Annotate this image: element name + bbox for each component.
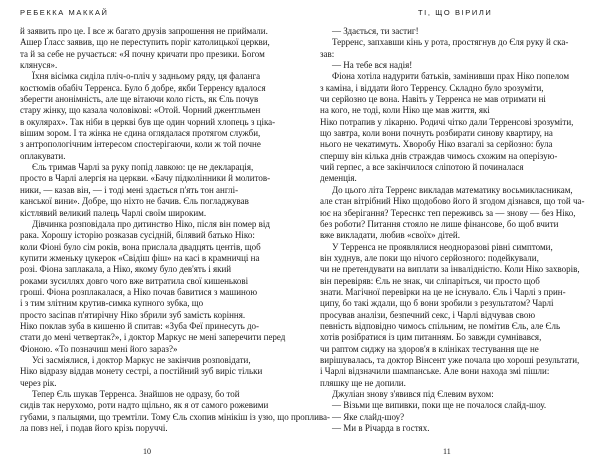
text-line: гроші. Фіона розплакалася, а Ніко почав бавитися з машиною [20, 286, 258, 297]
text-line: без роботи? Питання стояло не лише фінансове, бо щоб вчити [320, 218, 559, 229]
text-line: У Терренса не проявлялися неодноразові рівні симптоми, [332, 241, 553, 252]
text-line: Ніко потрапив у лікарню. Родичі чітко дали Терренсові зрозуміти, [320, 116, 574, 127]
page-number: 11 [443, 447, 451, 456]
text-line: і з тим злітним крутив-симка купного зубка, що [20, 298, 204, 309]
page-number: 10 [143, 447, 151, 456]
text-line: — Здається, ти застиг! [332, 26, 419, 36]
text-line: певність відповідно чимось спільним, не помітив Єль, але Єль [320, 320, 561, 331]
text-line: чий герпес, а все закінчилося сліпотою й починалася [320, 162, 524, 173]
text-line: Ашер Ґласс заявив, що не переступить поріг католицької церкви, [20, 37, 270, 48]
text-line: Дівчинка розповідала про дитинство Ніко, після він помер від [32, 218, 270, 229]
text-line: через рік. [20, 377, 57, 388]
text-line: вирішувалась, та доктор Вінсент уже почала цю хороші результати, [320, 354, 580, 365]
text-line: рака. Хорошу історію розказав сусідній, білявий батько Ніко: [20, 230, 255, 241]
running-header-author: РЕБЕККА МАККАЙ [20, 8, 109, 17]
text-line: й заявить про це. І все ж багато друзів запрошення не приймали. [20, 26, 268, 36]
text-line: з каміна, і віддати його Терренсу. Складно було зрозуміти, [320, 82, 544, 93]
text-line: — На тебе вся надія! [332, 60, 413, 71]
right-page-body [320, 26, 585, 434]
text-line: з антропологічним інтересом спостерігаючи, коли ж той почне [20, 139, 261, 150]
text-line: зберегти анонімність, але ще вітаючи коло гість, як Єль почув [20, 94, 259, 105]
text-line: ципу, бо такі ждали, що б вони зробили з результатом? Чарлі [320, 298, 554, 309]
text-line: канської вини». Добре, що ніхто не бачив. Єль погладжував [20, 196, 249, 207]
text-line: ює на зберігання? Тереснкс теп переживсь за — знову — без Ніко, [320, 207, 576, 218]
text-line: Фіона хотіла надурити батьків, замінивши прах Ніко попелом [332, 71, 570, 82]
text-line: але стан вітрібний Ніко щодобово його й згодом дізнався, що той ча- [320, 196, 585, 207]
text-line: вже викладати, любив «своїх» дітей. [320, 230, 460, 241]
text-line: Ніко поклав зуба в кишеню й спитав: «Зуба Феї принесуть до- [20, 320, 260, 331]
text-line: і Чарлі відзначили шампанське. Але вони находа змі пішли: [320, 366, 550, 377]
text-line: — Яке слайд-шоу? [332, 411, 405, 422]
text-line: Терренс, запхавши кінь у рота, простягнув до Єля руку й ска- [332, 37, 569, 48]
text-line: вішим зором. І та жінка не єдина оглядалася протягом служби, [20, 128, 261, 139]
text-line: Фіоною. «То позначиш мені його зараз?» [20, 343, 178, 354]
text-line: — Візьми ще випивки, поки ще не почалося слайд-шоу. [332, 400, 547, 411]
text-line: оплакувати. [20, 150, 66, 161]
running-header-title: ТІ, ЩО ВІРИЛИ [418, 8, 493, 17]
text-line: ла повз неї, і подав його крізь поруччі. [20, 423, 168, 434]
text-line: в окулярах». Так ніби в церкві був ще один чорний хлопець з ціка- [20, 116, 276, 127]
text-line: губами, з пальцями, що тремтіли. Тому Єль схопив мінікіш із узю, що проплива- [20, 411, 331, 422]
text-line: він перевіряв: Єль не знак, чи сліпаріться, чи просто щоб [320, 275, 540, 286]
text-line: чи серйозно це вона. Навіть у Терренса не мав отримати ні [320, 94, 546, 105]
text-line: стару жінку, що казала чоловікові: «Отой. Чорний джентльмен [20, 105, 261, 116]
text-line: — Ми в Річарда в гостях. [332, 423, 430, 434]
text-line: та й за себе не ручається: «Я почну кричати про презики. Богом [20, 48, 265, 59]
text-line: просто в Чарлі алергія на церкви. «Бачу підколінники й молитов- [20, 173, 271, 184]
text-line: До цього літа Терренс викладав математику восьмикласникам, [332, 184, 573, 195]
text-line: зав: [320, 48, 335, 59]
text-line: ники, — казав він, — і тоді мені здається п'ять тон англі- [20, 184, 239, 195]
text-line: клянуся». [20, 60, 58, 71]
text-line: Усі засміялися, і доктор Маркус не закінчив розповідати, [32, 354, 251, 365]
text-line: просто засіпав п'ятирічну Ніко збрили зуб замість коріння. [20, 309, 246, 320]
left-page-body [20, 26, 331, 434]
text-line: кістлявий великий палець Чарлі своїм широким. [20, 207, 207, 218]
text-line: роками зусиллях довго чого вже витратила свої кишенькові [20, 275, 249, 286]
text-line: що завтра, коли вони почнуть розбирати синову квартиру, на [320, 128, 553, 139]
text-line: Джуліан знову з'явився під Єлевим вухом: [332, 389, 494, 399]
text-line: знати. Магічної перевірки на це не існувало. Єль і Чарлі з прин- [320, 286, 566, 297]
text-line: костюмів обабіч Терренса. Було б добре, якби Терренсу вдалося [20, 82, 266, 93]
text-line: спершу він кілька днів страждав чимось схожим на оперізую- [320, 150, 558, 161]
text-line: Їхня вісімка сиділа пліч-о-пліч у задньому ряду, ця фаланга [32, 71, 261, 82]
text-line: хотів розібратися із цим питанням. Бо завжди сумнівався, [320, 332, 542, 343]
text-line: Тепер Єль шукав Терренса. Знайшов не одразу, бо той [32, 389, 240, 399]
text-line: чи раптом сиджу на здоров'я в клініках тестування ще не [320, 343, 539, 354]
text-line: пляшку ще не допили. [320, 377, 406, 388]
text-line: купити жменьку цукерок «Свідіш фіш» на касі в крамничці на [20, 252, 260, 263]
text-line: Ніко відразу віддав монету сестрі, а постійний зуб виріс тільки [20, 366, 263, 377]
right-page [300, 0, 600, 466]
text-line: нього не чекатимуть. Хворобу Ніко взагалі за серйозно: була [320, 139, 553, 150]
text-line: деменція. [320, 173, 357, 184]
text-line: чи не претендувати на виплати за інвалідністю. Коли Ніко захворів, [320, 264, 580, 275]
text-line: на кого, не тоді, коли Ніко ще мав життя, які [320, 105, 490, 116]
text-line: коли Фіоні було сім років, вона прислала двадцять центів, щоб [20, 241, 261, 252]
text-line: він худнув, але поки що нічого серйозного: подейкували, [320, 252, 539, 263]
text-line: розі. Фіона заплакала, а Ніко, якому було дев'ять і який [20, 264, 232, 275]
text-line: Єль тримав Чарлі за руку попід лавкою: це не декларація, [32, 162, 254, 173]
text-line: сидів так нерухомо, роти надто щільно, як я от самого рожевими [20, 400, 269, 411]
text-line: просував аналізи, безпечний секс, і Чарлі відчував свою [320, 309, 536, 320]
text-line: стати до мені четвертак?», і доктор Маркус не мені заперечити перед [20, 332, 286, 343]
